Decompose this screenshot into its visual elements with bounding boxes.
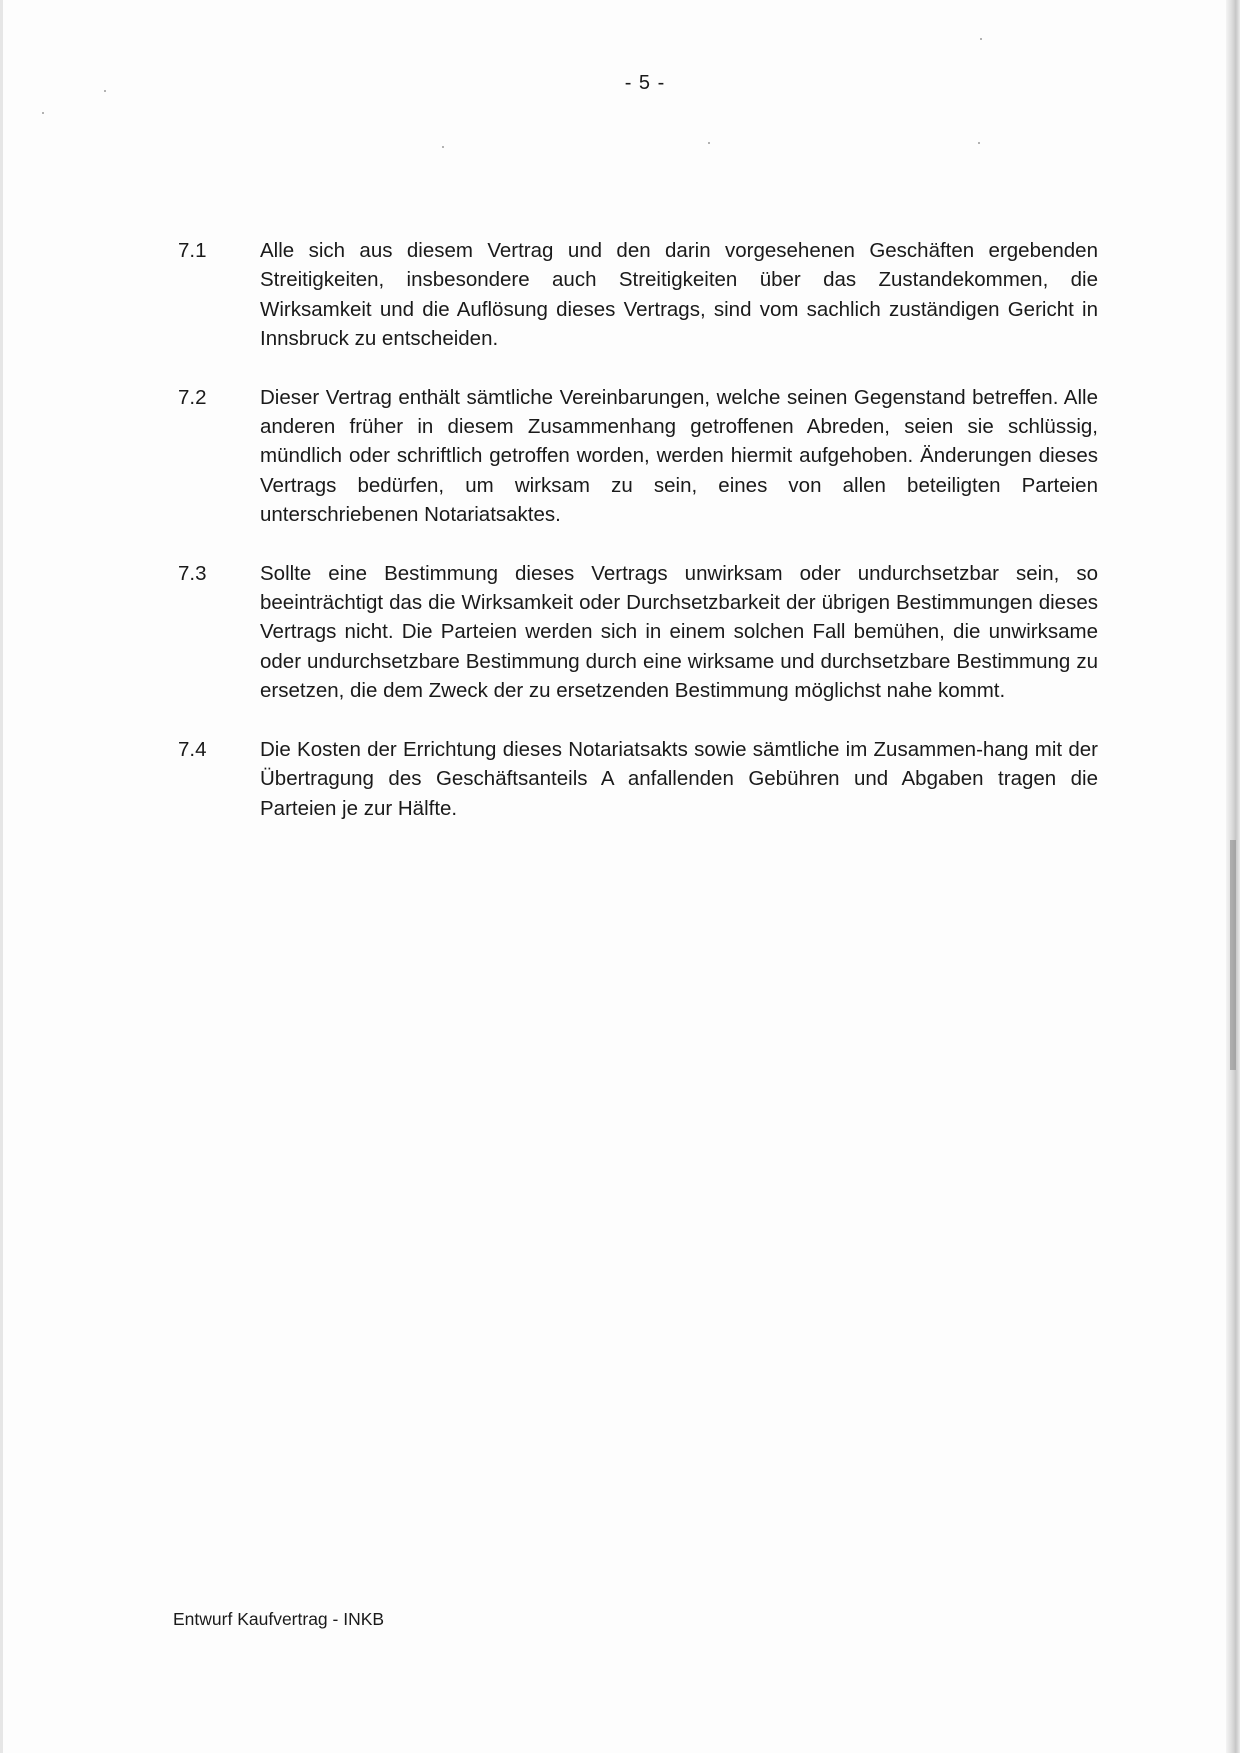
- clause-7-2: [178, 383, 1098, 530]
- scan-edge-left: [0, 0, 3, 1753]
- clause-number: 7.1: [178, 239, 207, 262]
- clause-number: 7.4: [178, 737, 207, 761]
- clause-number: 7.3: [178, 561, 207, 585]
- footer-document-title: Entwurf Kaufvertrag - INKB: [173, 1609, 385, 1629]
- clause-text: Die Kosten der Errichtung dieses Notariatsakts sowie sämtliche im Zusammen-hang mit der Übertragung des Geschäftsanteils A anfallenden Gebühren und Abgaben tragen die Parteien je zur Hälfte.: [260, 737, 1098, 820]
- scan-speck: [42, 112, 44, 114]
- clause-7-1: [178, 236, 1098, 354]
- scan-speck: [708, 142, 710, 144]
- scan-speck: [980, 38, 982, 40]
- clause-number: 7.2: [178, 385, 207, 409]
- clause-7-3: [178, 559, 1098, 706]
- scan-speck: [978, 142, 980, 144]
- clause-7-4: [178, 735, 1098, 823]
- page-number: - 5 -: [624, 72, 666, 94]
- clause-list: [178, 236, 1098, 852]
- scan-edge-shadow: [1230, 840, 1236, 1070]
- clause-text: Alle sich aus diesem Vertrag und den darin vorgesehenen Geschäften ergebenden Streitigkeiten, insbesondere auch Streitigkeiten über das Zustandekommen, die Wirksamkeit und die Auflösung dieses Vertrags, sind vom sachlich zuständigen Gericht in Innsbruck zu entscheiden.: [260, 239, 1098, 351]
- clause-text: Dieser Vertrag enthält sämtliche Vereinbarungen, welche seinen Gegenstand betreffen. Alle anderen früher in diesem Zusammenhang getroffenen Abreden, seien sie schlüssig, mündlich oder schriftlich getroffen worden, werden hiermit aufgehoben. Änderungen dieses Vertrags bedürfen, um wirksam zu sein, eines von allen beteiligten Parteien unterschriebenen Notariatsaktes.: [260, 385, 1098, 527]
- scan-speck: [442, 146, 444, 148]
- clause-text: Sollte eine Bestimmung dieses Vertrags unwirksam oder undurchsetzbar sein, so beeinträchtigt das die Wirksamkeit oder Durchsetzbarkeit der übrigen Bestimmungen dieses Vertrags nicht. Die Parteien werden sich in einem solchen Fall bemühen, die unwirksame oder undurchsetzbare Bestimmung durch eine wirksame und durchsetzbare Bestimmung zu ersetzen, die dem Zweck der zu ersetzenden Bestimmung möglichst nahe kommt.: [260, 561, 1098, 703]
